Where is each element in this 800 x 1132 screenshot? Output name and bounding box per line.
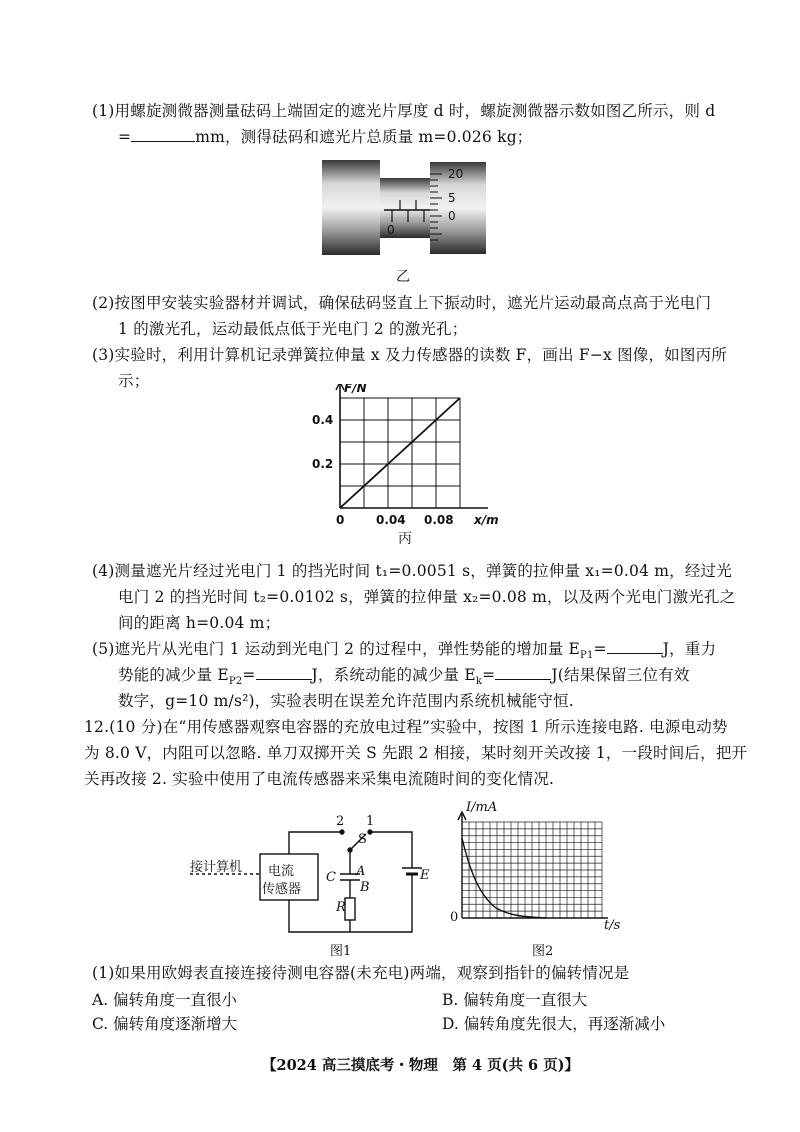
q5-eq2: = bbox=[242, 666, 256, 684]
answer-blank-ep2[interactable] bbox=[256, 665, 312, 680]
q12-line3: 关再改接 2. 实验中使用了电流传感器来采集电流随时间的变化情况. bbox=[84, 770, 555, 788]
q2-line1: (2)按图甲安装实验器材并调试，确保砝码竖直上下振动时，遮光片运动最高点高于光电门 bbox=[92, 294, 712, 312]
q5-sub-k: k bbox=[475, 676, 483, 688]
terminal-2-label: 2 bbox=[336, 814, 345, 829]
q4-line3: 间的距离 h=0.04 m； bbox=[118, 614, 281, 632]
q1-line2 bbox=[118, 126, 533, 148]
anvil-body bbox=[322, 160, 380, 255]
micrometer-figure bbox=[322, 160, 486, 260]
answer-blank-d[interactable] bbox=[131, 127, 195, 142]
x-axis-label: x/m bbox=[474, 513, 499, 527]
page-footer: 【2024 高三摸底考・物理 第 4 页(共 6 页)】 bbox=[262, 1057, 579, 1074]
q2-line2: 1 的激光孔，运动最低点低于光电门 2 的激光孔； bbox=[118, 320, 468, 338]
answer-blank-ep1[interactable] bbox=[607, 639, 663, 654]
q12-line1: 12.(10 分)在“用传感器观察电容器的充放电过程”实验中，按图 1 所示连接电路. 电源电动势 bbox=[84, 718, 728, 736]
micrometer-caption: 乙 bbox=[396, 269, 410, 285]
thimble-label-0: 0 bbox=[448, 209, 456, 223]
figure1-caption: 图1 bbox=[330, 944, 352, 959]
q1-rest: mm，测得砝码和遮光片总质量 m=0.026 kg； bbox=[195, 128, 533, 146]
terminal-1-label: 1 bbox=[366, 814, 375, 829]
x-tick-label: 0 bbox=[336, 513, 345, 527]
graph2-ylabel: I/mA bbox=[466, 800, 498, 815]
point-a-label: A bbox=[356, 864, 366, 879]
to-computer-label: 接计算机 bbox=[190, 860, 243, 875]
q5-line2 bbox=[118, 664, 690, 693]
emf-label: E bbox=[420, 868, 430, 883]
q1-eq: = bbox=[118, 128, 132, 146]
option-b[interactable]: B. 偏转角度一直很大 bbox=[442, 991, 588, 1009]
q5-line3: 数字，g=10 m/s²)，实验表明在误差允许范围内系统机械能守恒. bbox=[118, 692, 574, 710]
y-tick-label: 0.2 bbox=[312, 457, 334, 471]
point-b-label: B bbox=[360, 880, 370, 895]
graph2-origin: 0 bbox=[450, 910, 459, 925]
resistor-label: R bbox=[336, 900, 346, 915]
series-line bbox=[340, 398, 460, 508]
q5-line1 bbox=[92, 638, 716, 667]
graph2-grid bbox=[462, 822, 602, 918]
sensor-label-1: 电流 bbox=[268, 864, 295, 879]
option-d[interactable]: D. 偏转角度先很大，再逐渐减小 bbox=[442, 1015, 666, 1033]
q3-line2: 示； bbox=[118, 372, 150, 390]
q4-line1: (4)测量遮光片经过光电门 1 的挡光时间 t₁=0.0051 s，弹簧的拉伸量 x₁=0.04 m，经过光 bbox=[92, 562, 732, 580]
q5-sub-p2: P2 bbox=[228, 676, 243, 688]
y-axis-label: F/N bbox=[344, 384, 367, 395]
q5-eq1: = bbox=[593, 640, 607, 658]
option-a[interactable]: A. 偏转角度一直很小 bbox=[92, 991, 238, 1009]
answer-blank-ek[interactable] bbox=[495, 665, 551, 680]
chart-series bbox=[340, 398, 460, 508]
q4-line2: 电门 2 的挡光时间 t₂=0.0102 s，弹簧的拉伸量 x₂=0.08 m，以及两个光电门激光孔之 bbox=[118, 588, 736, 606]
graph2-xlabel: t/s bbox=[604, 918, 621, 933]
q5-text-e: J，系统动能的减少量 E bbox=[311, 666, 476, 684]
x-tick-label: 0.04 bbox=[376, 513, 406, 527]
q12-line2: 为 8.0 V，内阻可以忽略. 单刀双掷开关 S 先跟 2 相接，某时刻开关改接 1，一段时间后，把开 bbox=[84, 744, 748, 762]
q1-line1: (1)用螺旋测微器测量砝码上端固定的遮光片厚度 d 时，螺旋测微器示数如图乙所示，则 d bbox=[92, 102, 716, 120]
q5-text-a: (5)遮光片从光电门 1 运动到光电门 2 的过程中，弹性势能的增加量 E bbox=[92, 640, 581, 658]
q5-sub-p1: P1 bbox=[580, 650, 594, 662]
q12-1-stem: (1)如果用欧姆表直接连接待测电容器(未充电)两端，观察到指针的偏转情况是 bbox=[92, 964, 630, 982]
x-tick-label: 0.08 bbox=[424, 513, 454, 527]
sleeve-zero-label: 0 bbox=[387, 223, 395, 237]
circuit-figure bbox=[190, 806, 440, 956]
current-time-graph bbox=[446, 800, 616, 940]
capacitor-label: C bbox=[326, 870, 336, 885]
chart-caption: 丙 bbox=[398, 531, 412, 547]
y-tick-label: 0.4 bbox=[312, 413, 334, 427]
thimble-label-5: 5 bbox=[448, 191, 456, 205]
q5-text-d: 势能的减少量 E bbox=[118, 666, 229, 684]
thimble-label-20: 20 bbox=[448, 167, 464, 181]
q3-line1: (3)实验时，利用计算机记录弹簧拉伸量 x 及力传感器的读数 F，画出 F−x 图像，如图丙所 bbox=[92, 346, 727, 364]
switch-label: S bbox=[358, 832, 367, 847]
sensor-label-2: 传感器 bbox=[262, 882, 302, 897]
figure2-caption: 图2 bbox=[532, 944, 554, 959]
option-c[interactable]: C. 偏转角度逐渐增大 bbox=[92, 1015, 238, 1033]
q5-text-f: J(结果保留三位有效 bbox=[551, 666, 690, 684]
q5-eq3: = bbox=[482, 666, 496, 684]
q5-text-c: J，重力 bbox=[662, 640, 717, 658]
f-x-chart bbox=[300, 384, 520, 534]
